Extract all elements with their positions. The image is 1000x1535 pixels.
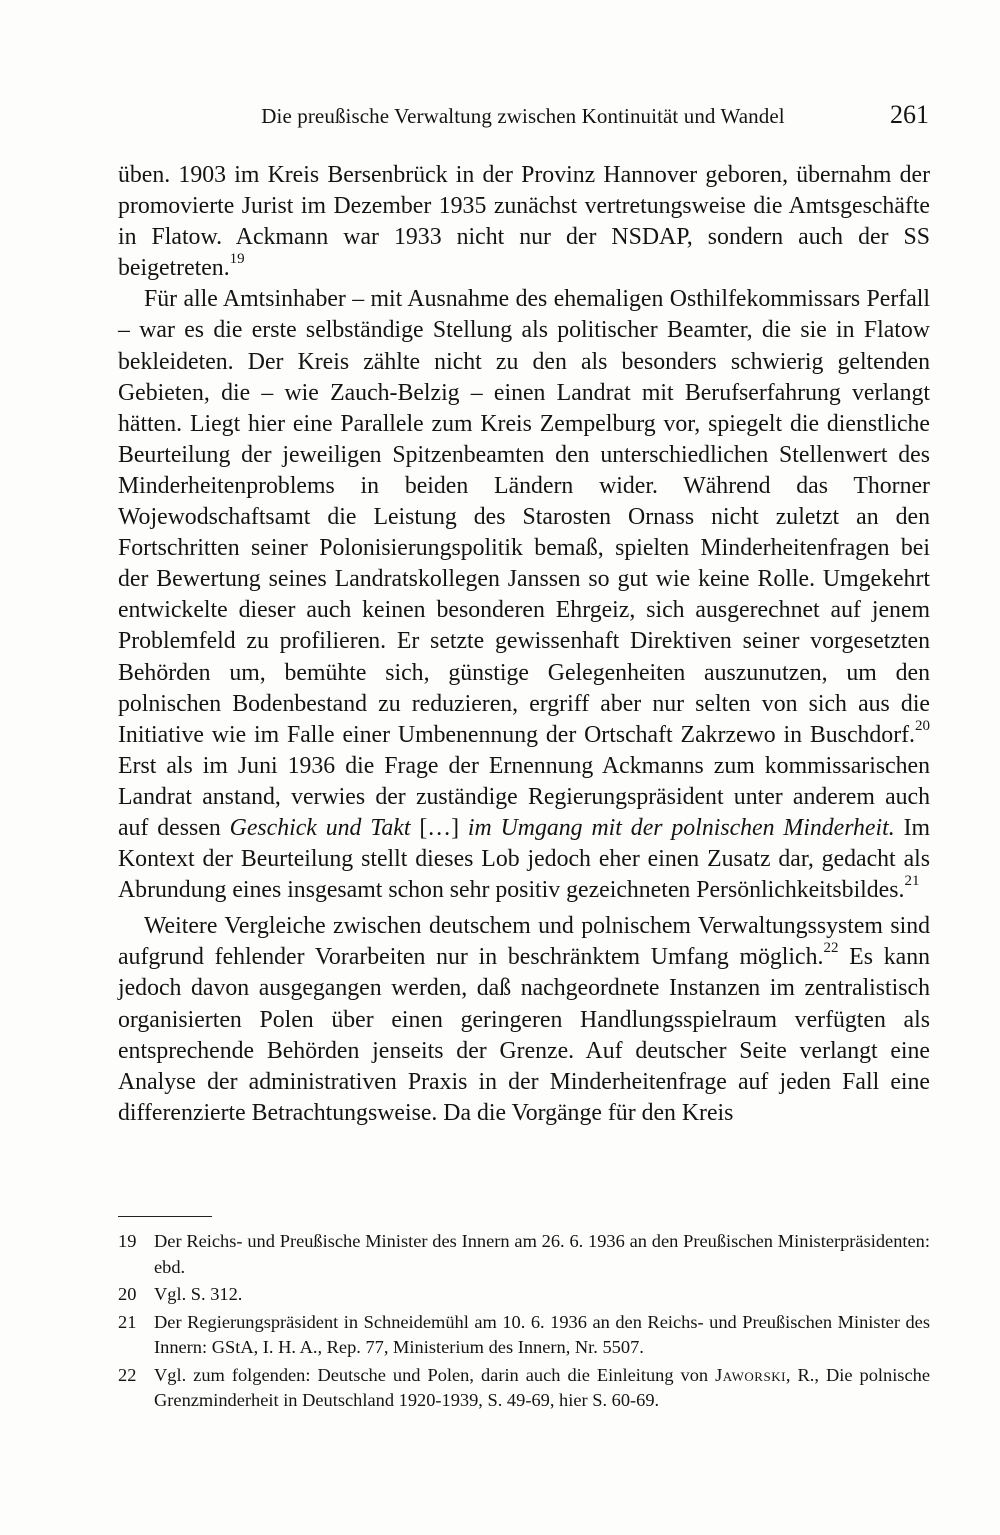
- footnotes: [118, 1229, 930, 1416]
- footnote-number: 19: [118, 1231, 137, 1251]
- paragraph-2-text-a: Für alle Amtsinhaber – mit Ausnahme des ehemaligen Osthilfekommissars Perfall – war es die erste selbständige Stellung als politischer Beamter, die sie in Flatow bekleideten. Der Kreis zählte nicht zu den als besonders schwierig geltenden Gebieten, die – wie Zauch-Belzig – einen Landrat mit Berufserfahrung verlangt hätten. Liegt hier eine Parallele zum Kreis Zempelburg vor, spiegelt die dienstliche Beurteilung der jeweiligen Spitzenbeamten den unterschiedlichen Stellenwert des Minderheitenproblems in beiden Ländern wider. Während das Thorner Wojewodschaftsamt die Leistung des Starosten Ornass nicht zuletzt an den Fortschritten seiner Polonisierungspolitik bemaß, spielten Minderheitenfragen bei der Bewertung seines Landratskollegen Janssen so gut wie keine Rolle. Umgekehrt entwickelte dieser auch keinen besonderen Ehrgeiz, sich ausgerechnet auf jenem Problemfeld zu profilieren. Er setzte gewissenhaft Direktiven seiner vorgesetzten Behörden um, bemühte sich, günstige Gelegenheiten auszunutzen, um den polnischen Bodenbestand zu reduzieren, ergriff aber nur selten von sich aus die Initiative wie im Falle einer Umbenennung der Ortschaft Zakrzewo in Buschdorf.: [118, 286, 930, 748]
- footnote-number: 21: [118, 1311, 137, 1332]
- footnote-number: 22: [118, 1364, 137, 1385]
- footnote-ref-20: 20: [915, 717, 930, 734]
- footnote-ref-19: 19: [229, 251, 245, 268]
- paragraph-3-text-a: Weitere Vergleiche zwischen deutschem und polnischem Verwaltungssystem sind aufgrund fehlender Vorarbeiten nur in beschränktem Umfang möglich.: [118, 913, 930, 971]
- ellipsis-bracket: […]: [410, 814, 468, 841]
- main-text: [118, 160, 930, 1129]
- paragraph-1-text: üben. 1903 im Kreis Bersenbrück in der Provinz Hannover geboren, übernahm der promovierte Jurist im Dezember 1935 zunächst vertretungsweise die Amtsgeschäfte in Flatow. Ackmann war 1933 nicht nur der NSDAP, sondern auch der SS beigetreten.: [118, 162, 930, 282]
- footnote-text: Der Reichs- und Preußische Minister des Innern am 26. 6. 1936 an den Preußischen Ministerpräsidenten: ebd.: [154, 1231, 930, 1277]
- paragraph-2-text-b: Erst als im Juni 1936 die Frage der Ernennung Ackmanns zum kommissarischen Landrat anstand, verwies der zuständige Regierungspräsident unter anderem auch auf dessen: [118, 752, 930, 841]
- footnote-author: Jaworski: [715, 1364, 786, 1385]
- footnote-number: 20: [118, 1284, 137, 1304]
- footnote-22: [118, 1363, 930, 1414]
- footnote-divider: [118, 1216, 212, 1217]
- footnote-text: Der Regierungspräsident in Schneidemühl am 10. 6. 1936 an den Reichs- und Preußischen Minister des Innern: GStA, I. H. A., Rep. 77, Ministerium des Innern, Nr. 5507.: [154, 1311, 930, 1357]
- footnote-21: [118, 1310, 930, 1361]
- paragraph-2: [118, 284, 930, 906]
- paragraph-2-text-c: Im Kontext der Beurteilung stellt dieses Lob jedoch eher einen Zusatz dar, gedacht als Abrundung eines insgesamt schon sehr positiv gezeichneten Persönlichkeitsbildes.: [118, 814, 931, 904]
- quote-italic-1: Geschick und Takt: [229, 814, 411, 841]
- page-number: 261: [890, 100, 929, 129]
- footnote-19: [118, 1229, 930, 1280]
- footnote-ref-21: 21: [904, 873, 920, 890]
- paragraph-1: [118, 160, 930, 284]
- running-title: Die preußische Verwaltung zwischen Kontinuität und Wandel: [261, 104, 785, 128]
- running-head: [117, 100, 929, 134]
- paragraph-3-text-b: Es kann jedoch davon ausgegangen werden, daß nachgeordnete Instanzen im zentralistisch organisierten Polen über einen geringeren Handlungsspielraum verfügten als entsprechende Behörden jenseits der Grenze. Auf deutscher Seite verlangt eine Analyse der administrativen Praxis in der Minderheitenfrage auf jeden Fall eine differenzierte Betrachtungsweise. Da die Vorgänge für den Kreis: [118, 944, 930, 1126]
- footnote-ref-22: 22: [823, 940, 839, 957]
- footnote-20: [118, 1282, 930, 1308]
- paragraph-3: [118, 911, 930, 1129]
- footnote-text-post: , R., Die polnische Grenzminderheit in Deutschland 1920-1939, S. 49-69, hier S. 60-69.: [154, 1364, 930, 1410]
- footnote-text-pre: Vgl. zum folgenden: Deutsche und Polen, darin auch die Einleitung von: [154, 1364, 716, 1385]
- quote-italic-2: im Umgang mit der polnischen Minderheit.: [467, 814, 895, 841]
- footnote-text: Vgl. S. 312.: [154, 1284, 243, 1304]
